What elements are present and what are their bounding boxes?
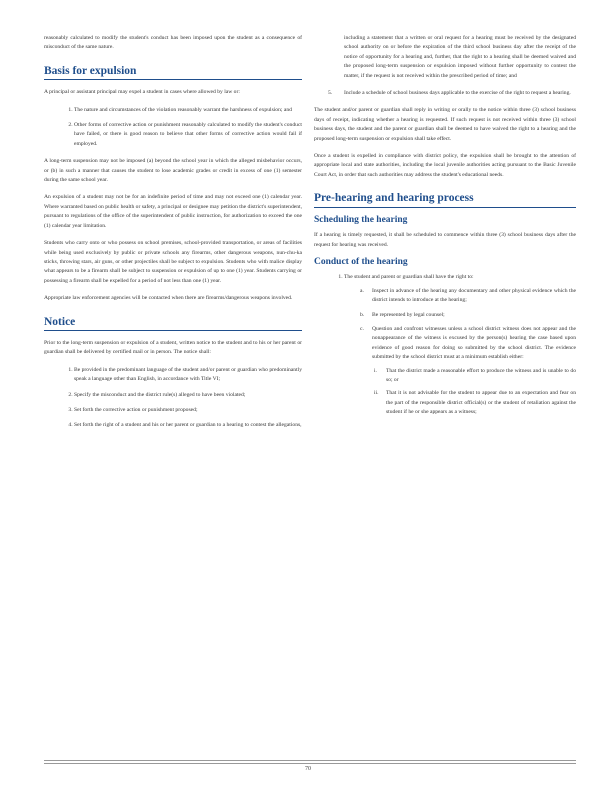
notice-item-2: 2. Specify the misconduct and the district rule(s) alleged to have been violated; bbox=[74, 391, 302, 400]
basis-paragraph-1: A principal or assistant principal may expel a student in cases where allowed by law or: bbox=[44, 89, 240, 96]
notice-item-5 bbox=[314, 89, 576, 98]
notice-heading: Notice bbox=[44, 315, 76, 328]
rights-list bbox=[344, 287, 576, 418]
prehearing-heading: Pre-hearing and hearing process bbox=[314, 192, 474, 205]
evidence-list bbox=[372, 367, 576, 418]
notice-item-5-text: Include a schedule of school business days applicable to the exercise of the right to request a hearing. bbox=[344, 90, 571, 97]
basis-rule bbox=[44, 79, 302, 80]
notice-item-4: 4. Set forth the right of a student and his or her parent or guardian to a hearing to contest the allegations, bbox=[74, 421, 302, 430]
notice-item-4-continuation: including a statement that a written or oral request for a hearing must be received by the designated school authority on or before the expiration of the third school business day after the receipt of the notice of opportunity for a hearing and, further, that the right to a hearing shall be deemed waived and the proposed long-term suspension or expulsion imposed without further opportunity to contest the matter, if the request is not received within the prescribed period of time; and bbox=[344, 35, 576, 79]
basis-paragraph-3: An expulsion of a student may not be for an indefinite period of time and may not exceed one (1) calendar year. Where warranted based on public health or safety, a principal or designee may petition the district's superintendent, pursuant to regulations of the office of the superintendent of public instruction, for authorization to exceed the one (1) calendar year limitation. bbox=[44, 194, 302, 229]
scheduling-heading: Scheduling the hearing bbox=[314, 214, 408, 225]
rights-item-c-text: Question and confront witnesses unless a school district witness does not appear and the nonappearance of the witness is excused by the person(s) hearing the case based upon evidence of good reason for doing so submitted by the school district. The evidence submitted by the school district must at a minimum establish either: bbox=[372, 325, 576, 361]
notice-list bbox=[44, 366, 302, 431]
rights-item-b-text: Be represented by legal counsel; bbox=[372, 311, 445, 318]
rights-item-a bbox=[360, 287, 576, 306]
rights-item-a-marker: a. bbox=[360, 287, 364, 294]
rights-item-c-marker: c. bbox=[360, 325, 364, 332]
evidence-item-ii-marker: ii. bbox=[374, 390, 379, 397]
notice-paragraph: Prior to the long-term suspension or expulsion of a student, written notice to the student and to his or her parent or guardian shall be delivered by certified mail or in person. The notice shall: bbox=[44, 339, 302, 356]
intro-paragraph: reasonably calculated to modify the student's conduct has been imposed upon the student as a consequence of misconduct of the same nature. bbox=[44, 35, 302, 51]
evidence-item-i bbox=[374, 367, 576, 386]
conduct-list bbox=[314, 273, 576, 417]
rights-item-c bbox=[360, 325, 576, 418]
right-column bbox=[314, 34, 576, 426]
scheduling-paragraph: If a hearing is timely requested, it shall be scheduled to commence within three (3) school business days after the request for hearing was received. bbox=[314, 232, 576, 248]
notice-item-5-number: 5. bbox=[328, 90, 333, 97]
evidence-item-ii bbox=[374, 389, 576, 417]
basis-paragraph-2: A long-term suspension may not be imposed (a) beyond the school year in which the alleged misbehavior occurs, or (b) in such a manner that causes the student to lose academic grades or credit in excess of one (1) semester during the same school year. bbox=[44, 158, 302, 184]
reply-paragraph: The student and/or parent or guardian shall reply in writing or orally to the notice within three (3) school business days of receipt, indicating whether a hearing is requested. If such request is not received within three (3) school business days, the student and the parent or guardian shall be deemed to have waived the right to a hearing and the proposed long-term suspension or expulsion shall take effect. bbox=[314, 107, 576, 142]
rights-item-a-text: Inspect in advance of the hearing any documentary and other physical evidence which the district intends to introduce at the hearing; bbox=[372, 287, 576, 304]
basis-paragraph-4: Students who carry onto or who possess on school premises, school-provided transportation, or areas of facilities while being used exclusively by public or private schools any firearms, other dangerous weapons, nun-chu-ka sticks, throwing stars, air guns, or other projectiles shall be subject to expulsion. Students who with malice display what appears to be a firearm shall be subject to suspension or expulsion of up to one (1) year. Students carrying or possessing a firearm shall be expelled for a period of not less than one (1) year. bbox=[44, 240, 302, 284]
rights-item-b-marker: b. bbox=[360, 311, 365, 318]
conduct-heading: Conduct of the hearing bbox=[314, 256, 408, 267]
notice-item-3: 3. Set forth the corrective action or punishment proposed; bbox=[74, 406, 302, 415]
notice-rule bbox=[44, 330, 302, 331]
evidence-item-i-text: That the district made a reasonable effort to produce the witness and is unable to do so; or bbox=[386, 367, 576, 383]
conduct-item-1 bbox=[344, 273, 576, 417]
footer-rule-secondary bbox=[44, 763, 576, 764]
left-column bbox=[44, 34, 302, 439]
basis-paragraph-5: Appropriate law enforcement agencies will be contacted when there are firearms/dangerous weapons involved. bbox=[44, 295, 293, 302]
basis-item-1: 1. The nature and circumstances of the violation reasonably warrant the harshness of expulsion; and bbox=[74, 106, 302, 115]
conduct-item-1-text: The student and parent or guardian shall have the right to: bbox=[344, 274, 474, 281]
basis-heading: Basis for expulsion bbox=[44, 64, 137, 77]
basis-item-2: 2. Other forms of corrective action or punishment reasonably calculated to modify the student's conduct have failed, or there is good reason to believe that other forms of corrective action would fail if employed. bbox=[74, 121, 302, 149]
prehearing-rule bbox=[314, 207, 576, 208]
evidence-item-i-marker: i. bbox=[374, 367, 377, 374]
footer-rule bbox=[44, 760, 576, 761]
basis-list bbox=[44, 106, 302, 150]
evidence-item-ii-text: That it is not advisable for the student to appear due to an expectation and fear on the part of the responsible district official(s) or the student of retaliation against the student if he or she appears as a witness; bbox=[386, 390, 576, 416]
authorities-paragraph: Once a student is expelled in compliance with district policy, the expulsion shall be brought to the attention of appropriate local and state authorities, including the local juvenile authorities acting pursuant to the Basic Juvenile Court Act, in order that such authorities may address the student's educational needs. bbox=[314, 153, 576, 178]
notice-item-1: 1. Be provided in the predominant language of the student and/or parent or guardian who predominantly speak a language other than English, in accordance with Title VI; bbox=[74, 366, 302, 385]
rights-item-b bbox=[360, 311, 576, 320]
page-number: 70 bbox=[305, 766, 311, 772]
